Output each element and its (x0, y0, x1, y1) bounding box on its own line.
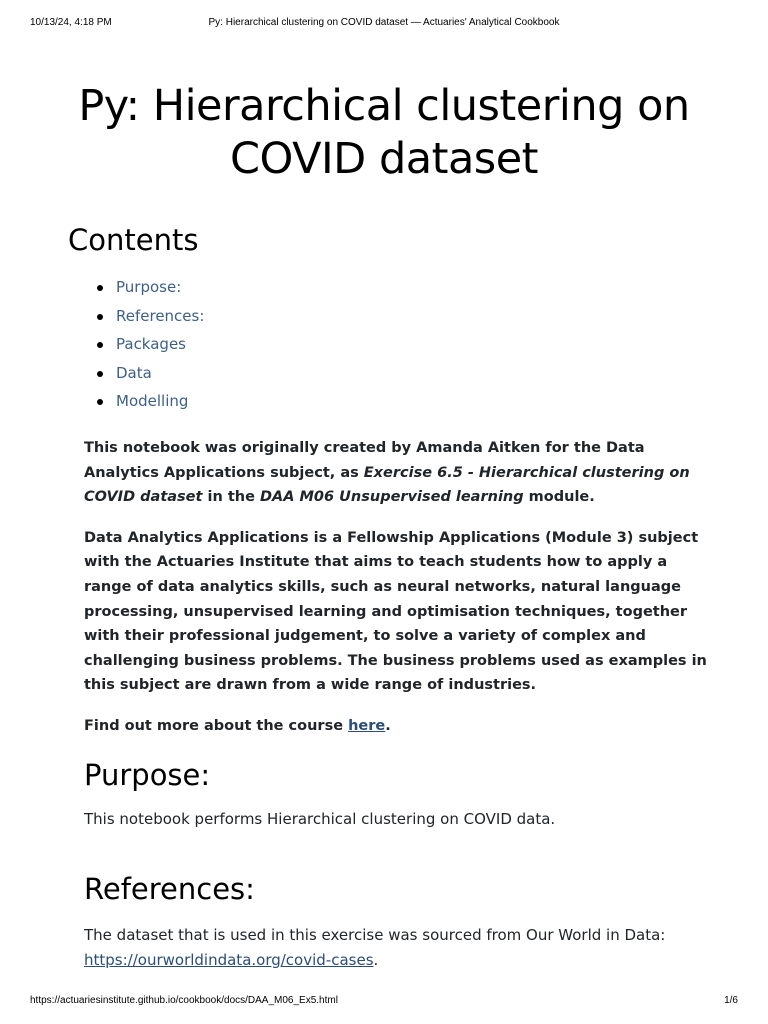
references-heading: References: (84, 872, 255, 906)
intro-paragraph-1: This notebook was originally created by Amanda Aitken for the Data Analytics Applications subject, as Exercise 6.5 - Hierarchical clustering on COVID dataset in the DAA M06 Unsupervised learning module. (84, 440, 690, 506)
page-title-line-1: Py: Hierarchical clustering on (78, 81, 690, 131)
intro-paragraph-2: Data Analytics Applications is a Fellowship Applications (Module 3) subject with the Actuaries Institute that aims to teach students how to apply a range of data analytics skills, such as neural networks, natural language processing, unsupervised learning and optimisation techniques, together with their professional judgement, to solve a variety of complex and challenging business problems. The business problems used as examples in this subject are drawn from a wide range of industries. (84, 529, 707, 694)
contents-item-modelling (97, 387, 204, 416)
purpose-text: This notebook performs Hierarchical clustering on COVID data. (84, 810, 556, 828)
exercise-name: Exercise 6.5 - Hierarchical clustering on COVID dataset (84, 464, 690, 506)
page-title-line-2: COVID dataset (229, 134, 539, 184)
contents-link-purpose[interactable]: Purpose: (116, 278, 182, 296)
bullet-icon (97, 342, 103, 348)
purpose-heading: Purpose: (84, 758, 211, 792)
print-datetime: 10/13/24, 4:18 PM (30, 17, 112, 28)
contents-list (97, 273, 204, 416)
contents-item-purpose (97, 273, 204, 302)
print-page-title: Py: Hierarchical clustering on COVID dataset — Actuaries' Analytical Cookbook (208, 17, 560, 28)
contents-link-modelling[interactable]: Modelling (116, 392, 189, 410)
print-header (30, 17, 738, 29)
page-title (40, 80, 728, 186)
intro-paragraph-3: Find out more about the course here. (84, 717, 391, 734)
contents-item-references (97, 302, 204, 331)
bullet-icon (97, 314, 103, 320)
bullet-icon (97, 371, 103, 377)
contents-link-packages[interactable]: Packages (116, 335, 186, 353)
contents-link-data[interactable]: Data (116, 363, 152, 382)
module-name: DAA M06 Unsupervised learning (259, 489, 524, 506)
references-section (84, 871, 718, 969)
references-text: The dataset that is used in this exercise was sourced from Our World in Data: https://ourworldindata.org/covid-cases. (84, 926, 666, 969)
print-footer (30, 995, 738, 1007)
print-page-number: 1/6 (724, 995, 738, 1006)
contents-item-packages (97, 330, 204, 359)
contents-heading: Contents (68, 223, 199, 257)
course-link[interactable]: here (348, 717, 386, 734)
table-of-contents (68, 220, 708, 410)
intro-section (84, 436, 718, 755)
bullet-icon (97, 399, 103, 405)
owid-link[interactable]: https://ourworldindata.org/covid-cases (84, 951, 374, 969)
bullet-icon (97, 285, 103, 291)
print-url: https://actuariesinstitute.github.io/cookbook/docs/DAA_M06_Ex5.html (30, 995, 338, 1006)
contents-link-references[interactable]: References: (116, 306, 205, 325)
purpose-section (84, 757, 718, 828)
contents-item-data (97, 359, 204, 388)
